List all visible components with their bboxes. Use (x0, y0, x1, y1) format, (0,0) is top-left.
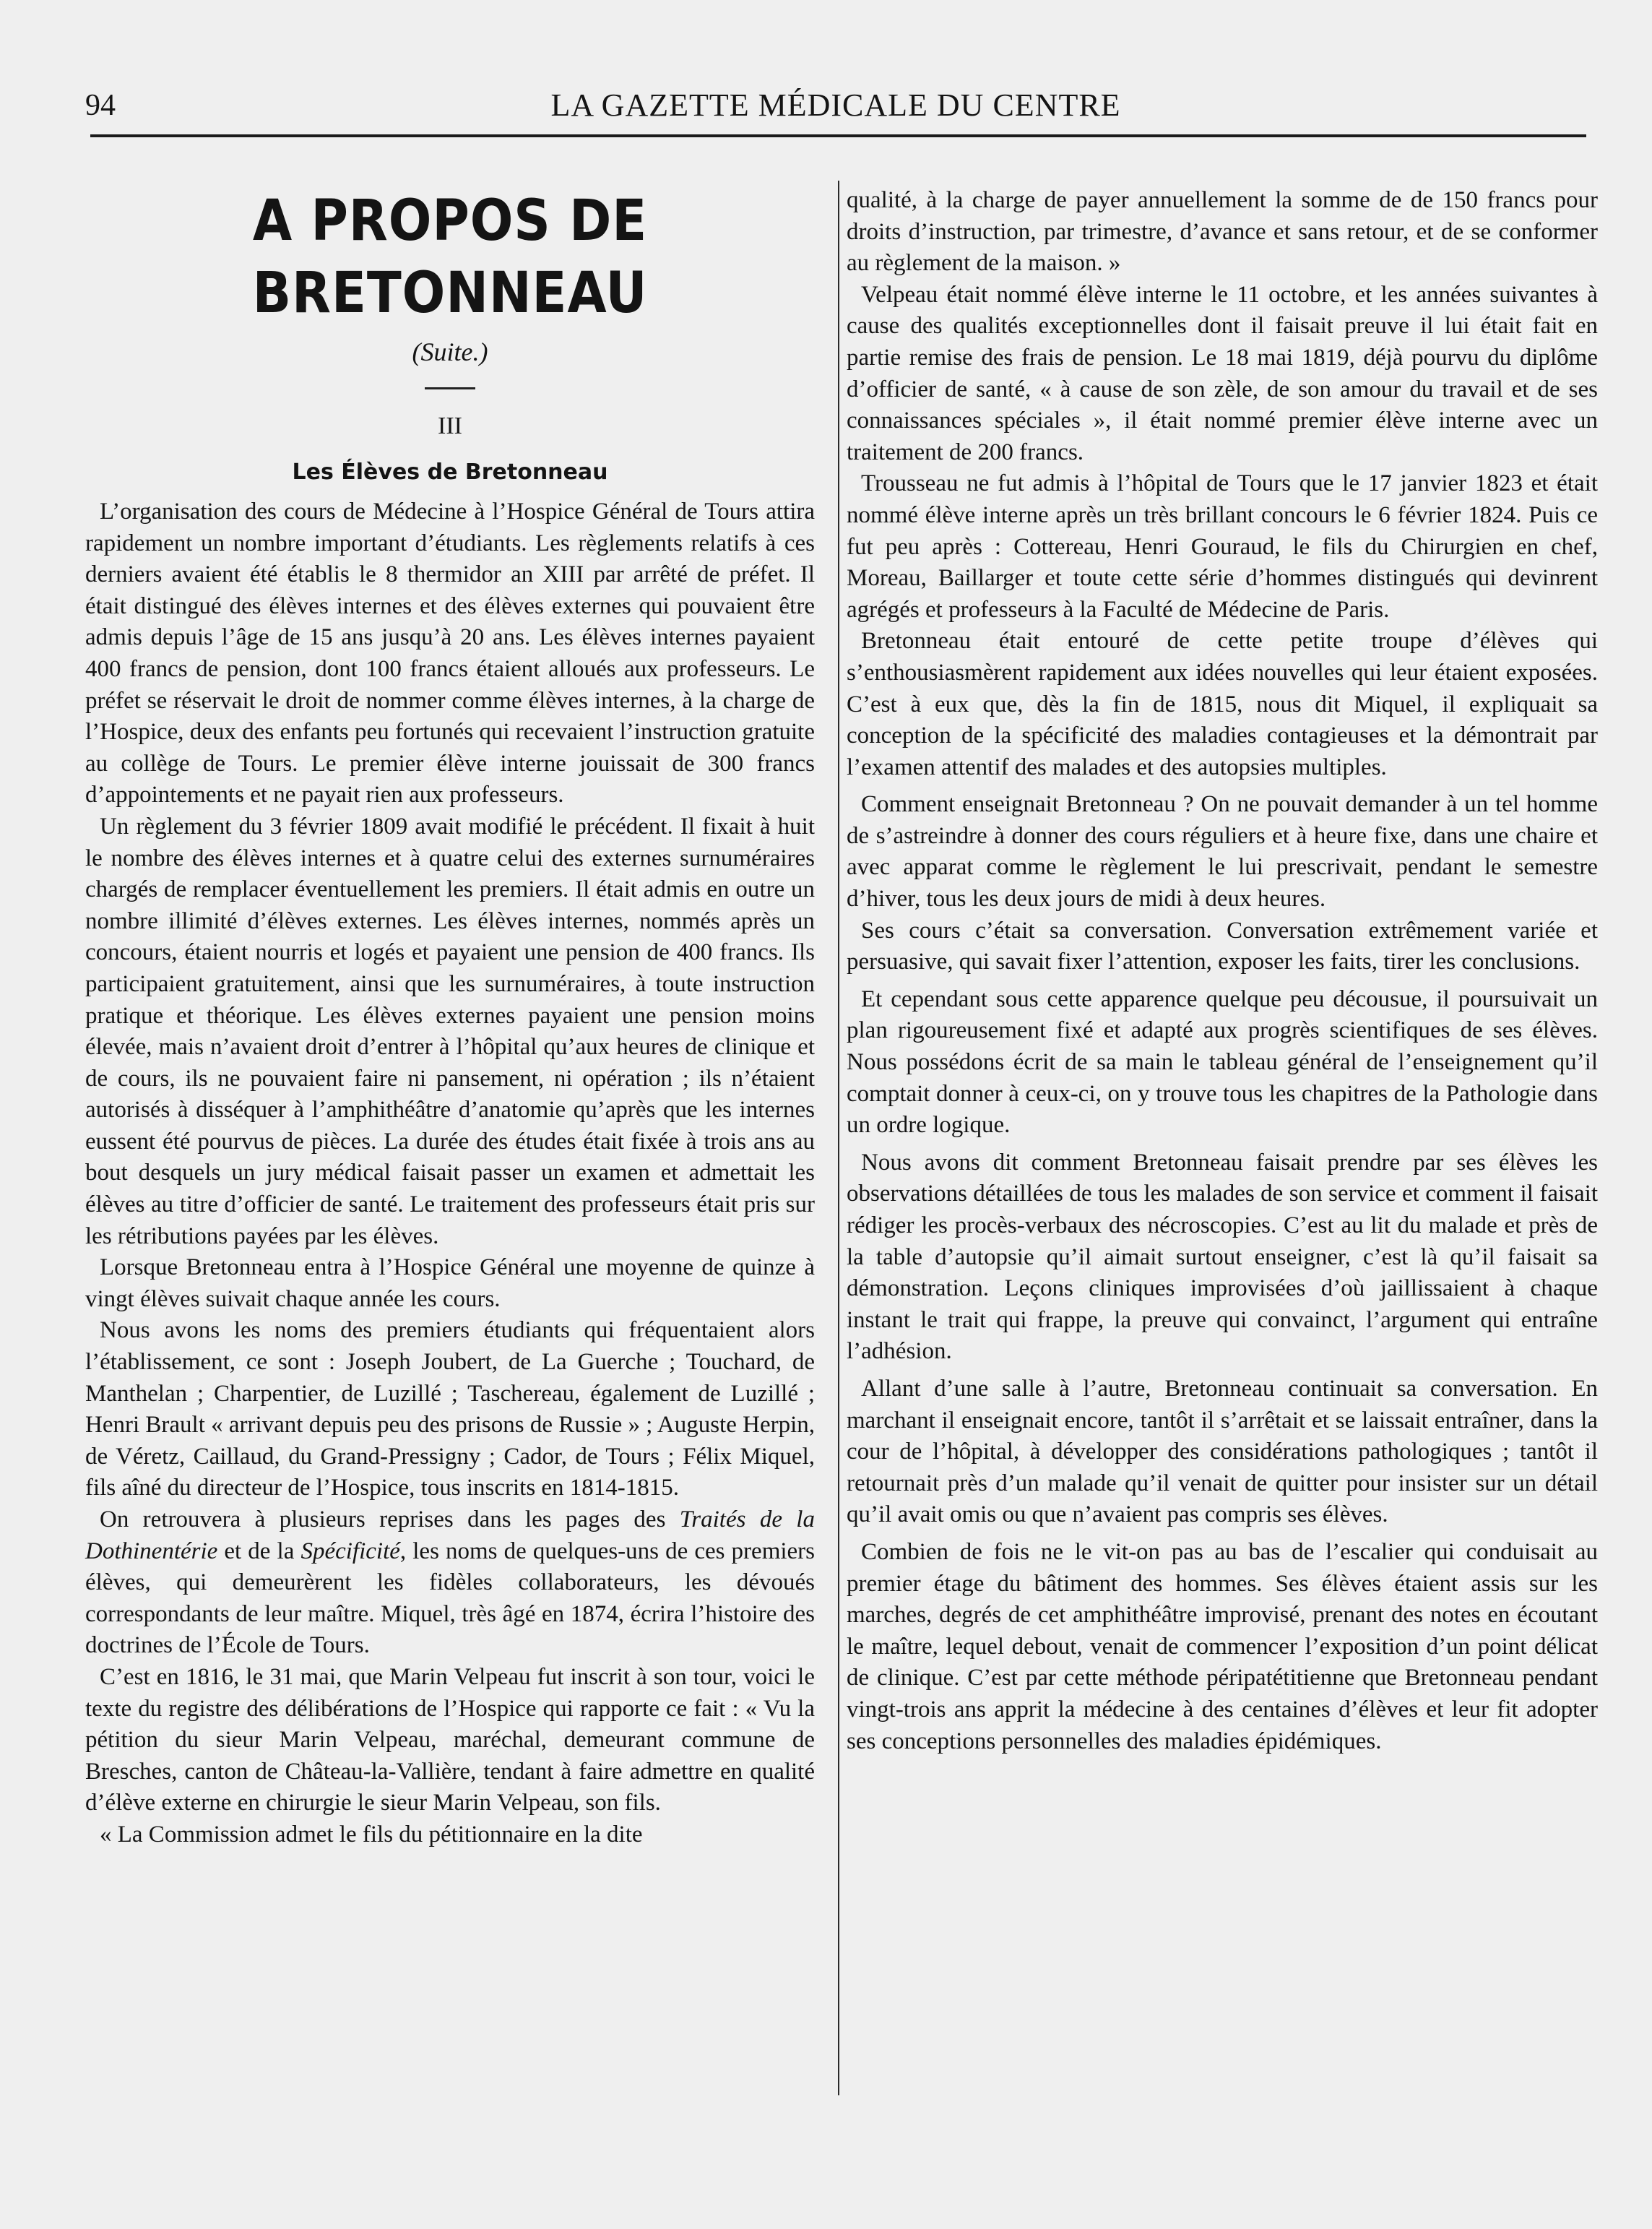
paragraph: « La Commission admet le fils du pétitionnaire en la dite (100, 1821, 643, 1848)
running-header (85, 85, 1586, 126)
paragraph: Trousseau ne fut admis à l’hôpital de Tours que le 17 janvier 1823 et était nommé élève interne après un très brillant concours le 6 février 1824. Puis ce fut peu après : Cottereau, Henri Gouraud, le fils du Chirurgien en chef, Moreau, Baillarger et toute cette série d’hommes distingués qui devinrent agrégés et professeurs à la Faculté de Médecine de Paris. (847, 470, 1598, 623)
paragraph: Allant d’une salle à l’autre, Bretonneau continuait sa conversation. En marchant il enseignait encore, tantôt il s’arrêtait et se laissait entraîner, dans la cour de l’hôpital, à développer des considérations pathologiques ; tantôt il retournait près d’un malade qu’il venait de quitter pour insister sur un détail qu’il avait omis ou que n’avaient pas compris ses élèves. (847, 1375, 1598, 1528)
paragraph-with-italics: On retrouvera à plusieurs reprises dans les pages des Traités de la Dothinentérie et de la Spécificité, les noms de quelques-uns de ces premiers élèves, qui demeurèrent les fidèles collaborateurs, les dévoués correspondants de leur maître. Miquel, très âgé en 1874, écrira l’histoire des doctrines de l’École de Tours. (85, 1506, 816, 1659)
paragraph: Ses cours c’était sa conversation. Conversation extrêmement variée et persuasive, qui savait fixer l’attention, exposer les faits, tirer les conclusions. (847, 917, 1598, 975)
paragraph: Comment enseignait Bretonneau ? On ne pouvait demander à un tel homme de s’astreindre à donner des cours réguliers et à heure fixe, dans une chaire et avec apparat comme le règlement le lui prescrivait, pendant le semestre d’hiver, tous les deux jours de midi à deux heures. (847, 791, 1598, 913)
article-title: A PROPOS DE BRETONNEAU (252, 189, 648, 326)
page-number: 94 (85, 89, 116, 122)
journal-title: LA GAZETTE MÉDICALE DU CENTRE (550, 87, 1121, 123)
paragraph: C’est en 1816, le 31 mai, que Marin Velpeau fut inscrit à son tour, voici le texte du registre des délibérations de l’Hospice qui rapporte ce fait : « Vu la pétition du sieur Marin Velpeau, maréchal, demeurant commune de Bresches, canton de Château-la-Vallière, tendant à faire admettre en qualité d’élève externe en chirurgie le sieur Marin Velpeau, son fils. (85, 1663, 815, 1816)
paragraph: Lorsque Bretonneau entra à l’Hospice Général une moyenne de quinze à vingt élèves suivait chaque année les cours. (85, 1254, 815, 1312)
column-divider (838, 181, 839, 2095)
left-column (85, 182, 815, 1851)
paragraph: L’organisation des cours de Médecine à l’Hospice Général de Tours attira rapidement un nombre important d’étudiants. Les règlements relatifs à ces derniers avaient été établis le 8 thermidor an XIII par arrêté de préfet. Il était distingué des élèves internes et des élèves externes qui pouvaient être admis depuis l’âge de 15 ans jusqu’à 20 ans. Les élèves internes payaient 400 francs de pension, dont 100 francs étaient alloués aux professeurs. Le préfet se réservait le droit de nommer comme élèves internes, à la charge de l’Hospice, deux des enfants peu fortunés qui recevaient l’instruction gratuite au collège de Tours. Le premier élève interne jouissait de 300 francs d’appointements et ne payait rien aux professeurs. (85, 499, 815, 809)
article-subtitle: (Suite.) (412, 337, 488, 366)
right-column (847, 185, 1598, 1757)
paragraph: Combien de fois ne le vit-on pas au bas de l’escalier qui conduisait au premier étage du bâtiment des hommes. Ses élèves étaient assis sur les marches, degrés de cet amphithéâtre improvisé, prenant des notes en écoutant le maître, lequel debout, venait de commencer l’exposition d’un point délicat de clinique. C’est par cette méthode péripatétitienne que Bretonneau pendant vingt-trois ans apprit la médecine à des centaines d’élèves et leur fit adopter ses conceptions personnelles des maladies épidémiques. (847, 1538, 1598, 1754)
section-title: Les Élèves de Bretonneau (292, 460, 608, 485)
paragraph: Nous avons les noms des premiers étudiants qui fréquentaient alors l’établissement, ce sont : Joseph Joubert, de La Guerche ; Touchard, de Manthelan ; Charpentier, de Luzillé ; Taschereau, également de Luzillé ; Henri Brault « arrivant depuis peu des prisons de Russie » ; Auguste Herpin, de Véretz, Caillaud, du Grand-Pressigny ; Cador, de Tours ; Félix Miquel, fils aîné du directeur de l’Hospice, tous inscrits en 1814-1815. (85, 1317, 815, 1501)
header-rule (90, 134, 1586, 137)
paragraph: Bretonneau était entouré de cette petite troupe d’élèves qui s’enthousiasmèrent rapidement aux idées nouvelles qui leur étaient exposées. C’est à eux que, dès la fin de 1815, nous dit Miquel, il expliquait sa conception de la spécificité des maladies contagieuses et la démontrait par l’examen attentif des malades et des autopsies multiples. (847, 628, 1598, 780)
paragraph-continued: qualité, à la charge de payer annuellement la somme de de 150 francs pour droits d’instruction, par trimestre, d’avance et sans retour, et de se conformer au règlement de la maison. » (847, 187, 1598, 277)
paragraph: Nous avons dit comment Bretonneau faisait prendre par ses élèves les observations détaillées de tous les malades de son service et comment il faisait rédiger les procès-verbaux des nécroscopies. C’est au lit du malade et près de la table d’autopsie qu’il aimait surtout enseigner, c’est là qu’il faisait sa démonstration. Leçons cliniques improvisées d’où jaillissaient à chaque instant le trait qui frappe, la preuve qui convainct, l’argument qui entraîne l’adhésion. (847, 1149, 1598, 1365)
paragraph: Et cependant sous cette apparence quelque peu décousue, il poursuivait un plan rigoureusement fixé et adapté aux progrès scientifiques de ses élèves. Nous possédons écrit de sa main le tableau général de l’enseignement qu’il comptait donner à ceux-ci, on y trouve tous les chapitres de la Pathologie dans un ordre logique. (847, 986, 1598, 1139)
paragraph: Velpeau était nommé élève interne le 11 octobre, et les années suivantes à cause des qualités exceptionnelles dont il faisait preuve il lui était fait en partie remise des frais de pension. Le 18 mai 1819, déjà pourvu du diplôme d’officier de santé, « à cause de son zèle, de son amour du travail et de ses connaissances spéciales », il était nommé premier élève interne avec un traitement de 200 francs. (847, 281, 1598, 465)
section-number: III (438, 413, 462, 439)
title-separator (425, 387, 475, 389)
paragraph: Un règlement du 3 février 1809 avait modifié le précédent. Il fixait à huit le nombre des élèves internes et à quatre celui des externes surnuméraires chargés de remplacer éventuellement les premiers. Il était admis en outre un nombre illimité d’élèves externes. Les élèves internes, nommés après un concours, étaient nourris et logés et payaient une pension de 400 francs. Ils participaient gratuitement, ainsi que les surnuméraires, à toute instruction pratique et théorique. Les élèves externes payaient une pension moins élevée, mais n’avaient droit d’entrer à l’hôpital qu’aux heures de clinique et de cours, ils ne pouvaient faire ni pansement, ni opération ; ils n’étaient autorisés à disséquer à l’amphithéâtre d’anatomie qu’après que les internes eussent été pourvus de pièces. La durée des études était fixée à trois ans au bout desquels un jury médical faisait passer un examen et admettait les élèves au titre d’officier de santé. Le traitement des professeurs était pris sur les rétributions payées par les élèves. (85, 813, 815, 1249)
